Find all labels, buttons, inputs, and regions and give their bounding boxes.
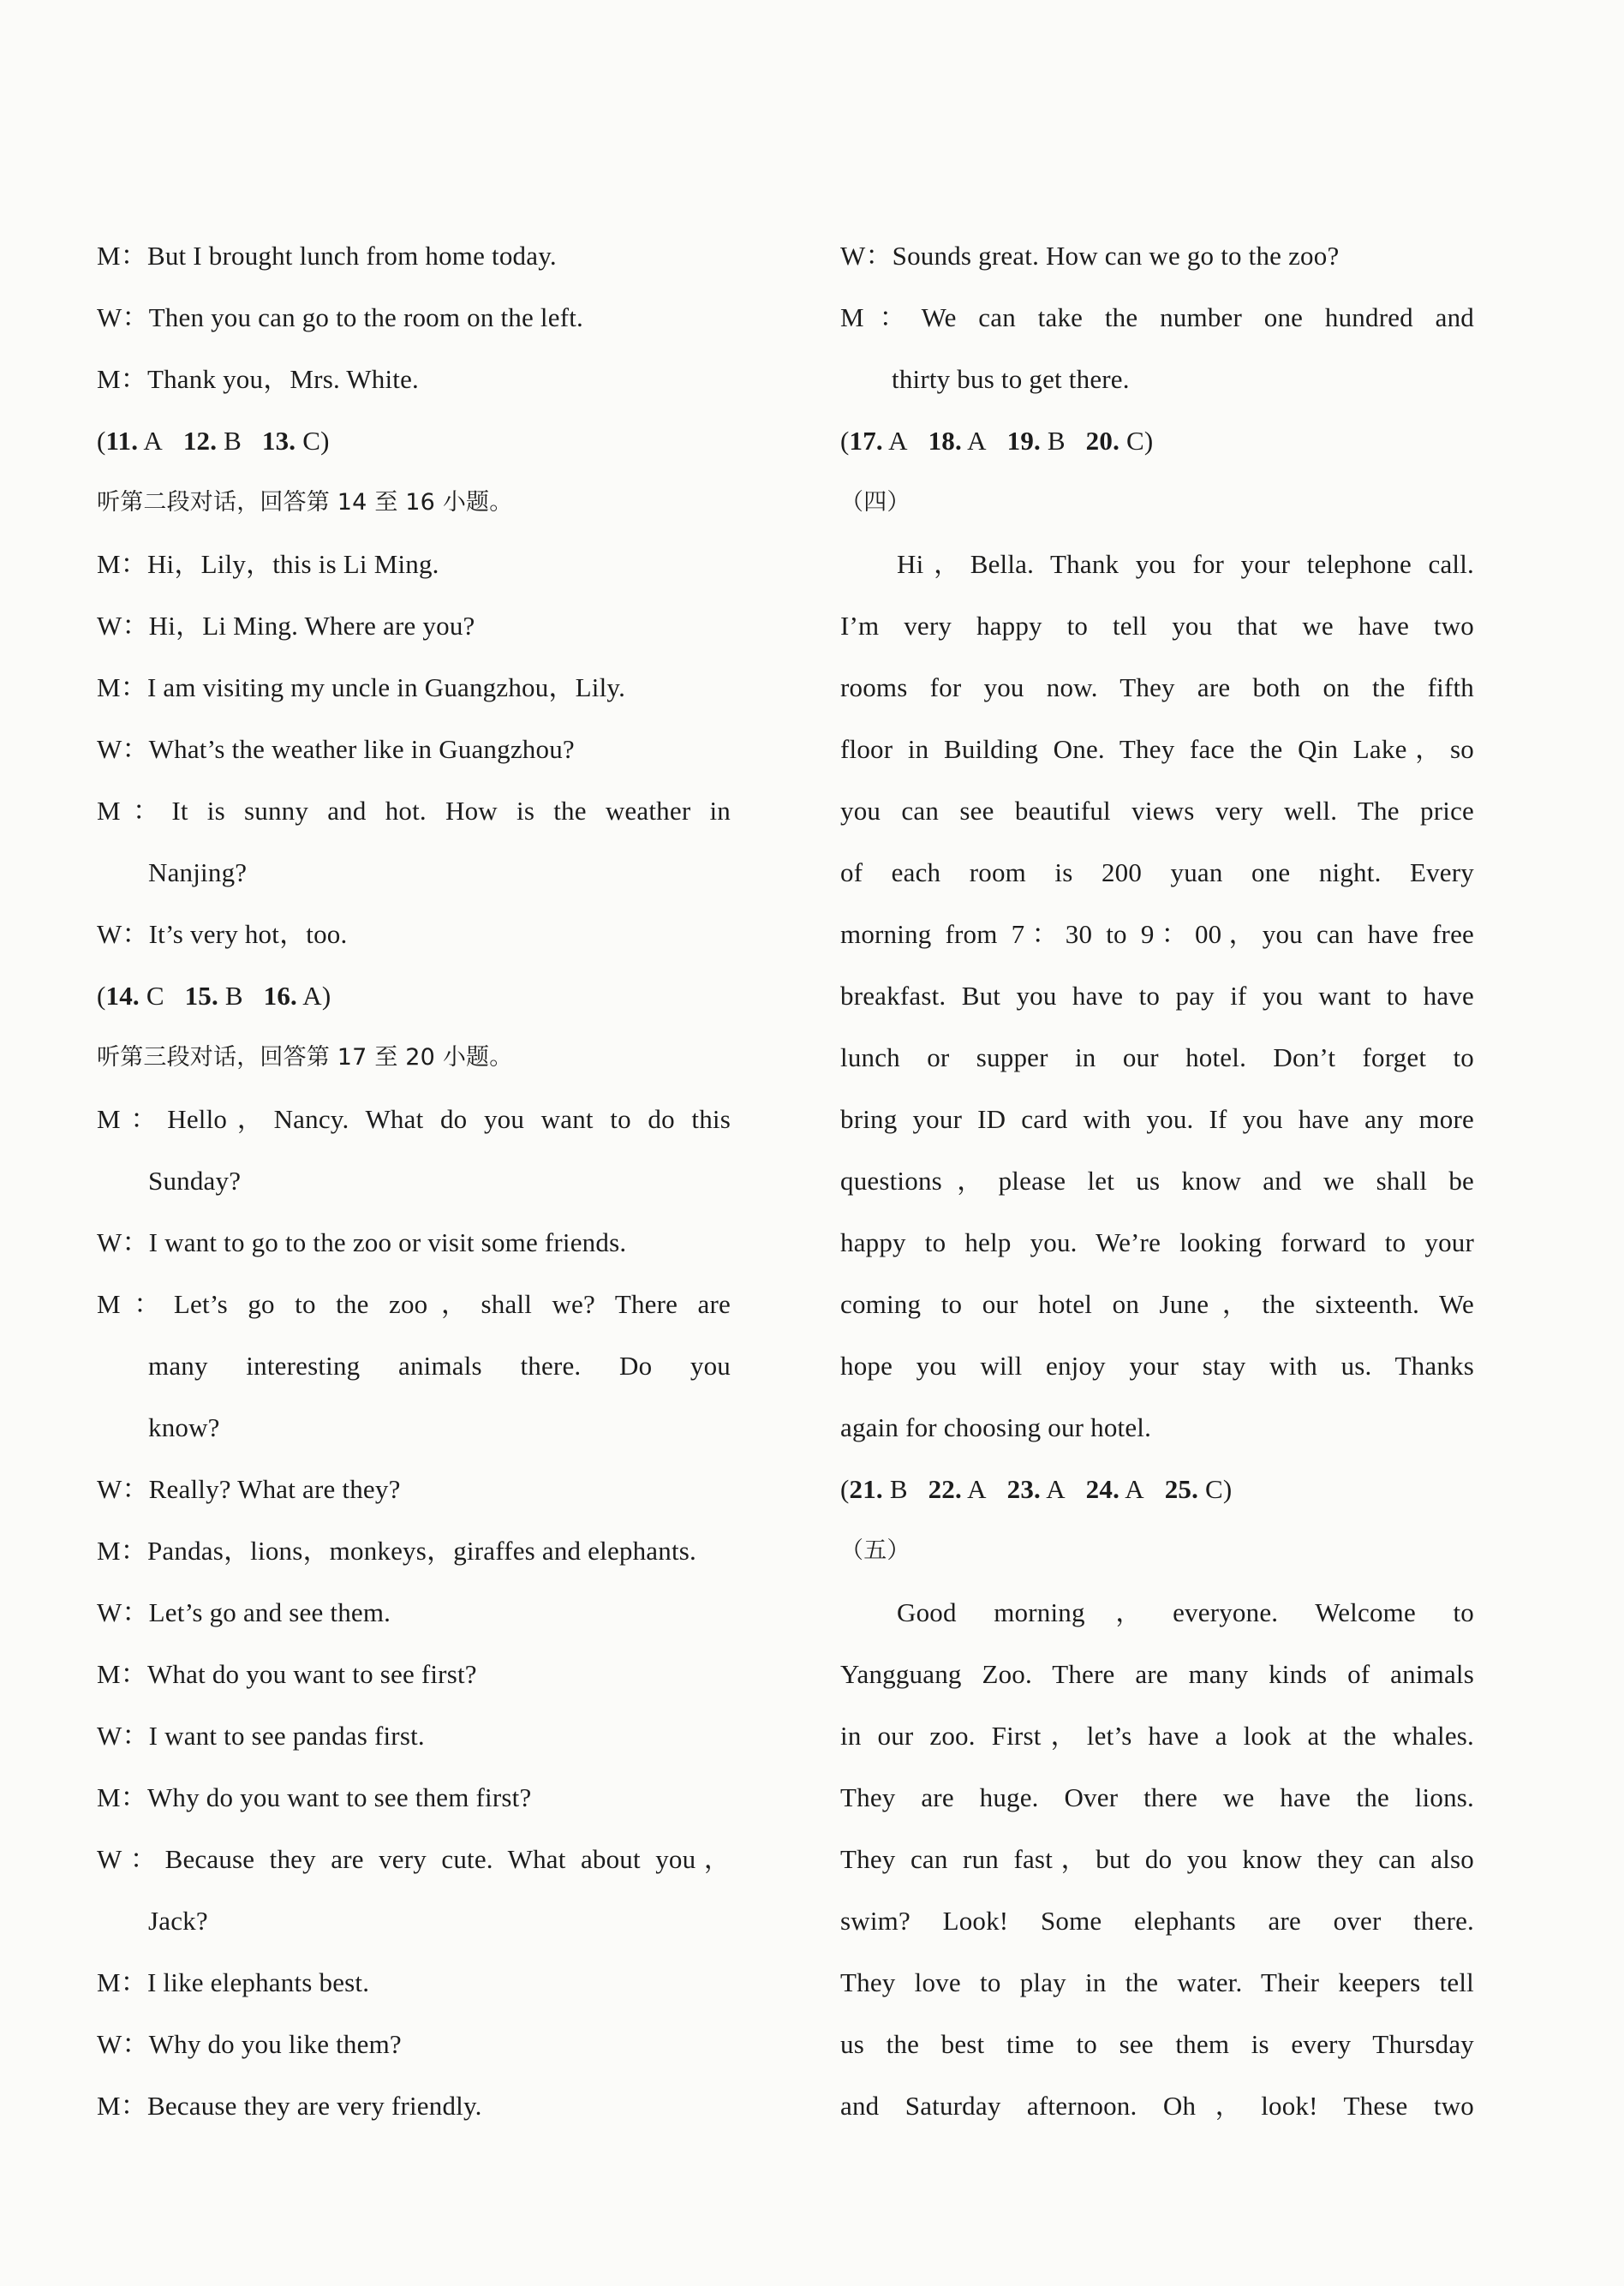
answer-number: 23. bbox=[1006, 1474, 1041, 1504]
text-line: Good morning，everyone. Welcome to bbox=[897, 1597, 1474, 1627]
answer-key-line: (21. B 22. A 23. A 24. A 25. C) bbox=[840, 1474, 1233, 1504]
text-line: morning from 7：30 to 9：00，you can have free bbox=[840, 919, 1474, 949]
answer-key-line: (11. A 12. B 13. C) bbox=[97, 426, 330, 456]
answer-number: 11. bbox=[105, 426, 139, 456]
text-line: M：It is sunny and hot. How is the weather in bbox=[97, 796, 731, 826]
text-line: us the best time to see them is every Thursday bbox=[840, 2029, 1474, 2059]
text-line: many interesting animals there. Do you bbox=[148, 1351, 731, 1381]
answer-number: 20. bbox=[1085, 426, 1120, 456]
section-heading: （五） bbox=[840, 1537, 911, 1564]
text-line: know? bbox=[148, 1412, 220, 1442]
text-line: coming to our hotel on June，the sixteenth. We bbox=[840, 1289, 1474, 1319]
text-line: W：Then you can go to the room on the left. bbox=[97, 302, 583, 332]
text-line: hope you will enjoy your stay with us. Thanks bbox=[840, 1351, 1474, 1381]
answer-number: 25. bbox=[1164, 1474, 1199, 1504]
answer-number: 22. bbox=[928, 1474, 962, 1504]
text-line: M：Thank you，Mrs. White. bbox=[97, 364, 419, 394]
answer-option: B bbox=[218, 981, 243, 1011]
text-line: in our zoo. First，let’s have a look at the whales. bbox=[840, 1721, 1474, 1751]
answer-option: A bbox=[961, 1474, 987, 1504]
text-line: M：But I brought lunch from home today. bbox=[97, 241, 557, 271]
text-line: M：Let’s go to the zoo，shall we? There are bbox=[97, 1289, 731, 1319]
text-line: W：Because they are very cute. What about you， bbox=[97, 1844, 731, 1874]
text-line: happy to help you. We’re looking forward to your bbox=[840, 1227, 1474, 1257]
text-line: Jack? bbox=[148, 1906, 208, 1936]
text-line: lunch or supper in our hotel. Don’t forget to bbox=[840, 1042, 1474, 1072]
right-column bbox=[840, 225, 1474, 2137]
answer-option: A bbox=[882, 426, 908, 456]
answer-option: C bbox=[1119, 426, 1144, 456]
answer-option: C bbox=[296, 426, 321, 456]
text-line: W：Sounds great. How can we go to the zoo? bbox=[840, 241, 1340, 271]
section-heading: （四） bbox=[840, 489, 911, 516]
text-line: questions，please let us know and we shall be bbox=[840, 1166, 1474, 1196]
text-line: I’m very happy to tell you that we have two bbox=[840, 611, 1474, 641]
left-column bbox=[97, 225, 731, 2137]
text-line: W：I want to go to the zoo or visit some friends. bbox=[97, 1227, 627, 1257]
text-line: W：Let’s go and see them. bbox=[97, 1597, 391, 1627]
text-line: of each room is 200 yuan one night. Every bbox=[840, 857, 1474, 887]
answer-option: B bbox=[217, 426, 242, 456]
answer-option: A bbox=[296, 981, 322, 1011]
text-line: M：Why do you want to see them first? bbox=[97, 1782, 532, 1812]
text-line: M：Pandas，lions，monkeys，giraffes and elephants. bbox=[97, 1536, 696, 1566]
text-line: floor in Building One. They face the Qin Lake，so bbox=[840, 734, 1474, 764]
answer-option: A bbox=[1119, 1474, 1144, 1504]
text-line: W：What’s the weather like in Guangzhou? bbox=[97, 734, 575, 764]
text-line: M：Because they are very friendly. bbox=[97, 2091, 482, 2121]
text-line: Nanjing? bbox=[148, 857, 248, 887]
answer-number: 17. bbox=[849, 426, 883, 456]
section-heading: 听第二段对话，回答第 14 至 16 小题。 bbox=[97, 489, 513, 516]
text-line: M：I like elephants best. bbox=[97, 1967, 370, 1997]
text-line: M：Hi，Lily，this is Li Ming. bbox=[97, 549, 439, 579]
answer-number: 14. bbox=[105, 981, 140, 1011]
answer-option: C bbox=[139, 981, 164, 1011]
answer-option: A bbox=[138, 426, 163, 456]
answer-option: B bbox=[1040, 426, 1066, 456]
answer-number: 15. bbox=[184, 981, 218, 1011]
answer-key-line: (17. A 18. A 19. B 20. C) bbox=[840, 426, 1154, 456]
answer-number: 18. bbox=[928, 426, 962, 456]
text-line: They love to play in the water. Their keepers tell bbox=[840, 1967, 1474, 1997]
text-line: Yangguang Zoo. There are many kinds of animals bbox=[840, 1659, 1474, 1689]
text-line: W：It’s very hot，too. bbox=[97, 919, 348, 949]
text-line: W：Really? What are they? bbox=[97, 1474, 401, 1504]
answer-number: 24. bbox=[1085, 1474, 1120, 1504]
text-line: Sunday? bbox=[148, 1166, 242, 1196]
answer-key-line: (14. C 15. B 16. A) bbox=[97, 981, 331, 1011]
answer-number: 12. bbox=[182, 426, 218, 456]
text-line: W：Hi，Li Ming. Where are you? bbox=[97, 611, 475, 641]
text-line: They are huge. Over there we have the lions. bbox=[840, 1782, 1474, 1812]
section-heading: 听第三段对话，回答第 17 至 20 小题。 bbox=[97, 1044, 513, 1071]
text-line: They can run fast，but do you know they can also bbox=[840, 1844, 1474, 1874]
text-line: and Saturday afternoon. Oh，look! These two bbox=[840, 2091, 1474, 2121]
text-line: swim? Look! Some elephants are over there. bbox=[840, 1906, 1474, 1936]
text-line: again for choosing our hotel. bbox=[840, 1412, 1152, 1442]
answer-option: B bbox=[882, 1474, 908, 1504]
text-line: you can see beautiful views very well. The price bbox=[840, 796, 1474, 826]
answer-number: 13. bbox=[261, 426, 296, 456]
text-line: M：Hello，Nancy. What do you want to do this bbox=[97, 1104, 731, 1134]
text-line: bring your ID card with you. If you have any more bbox=[840, 1104, 1474, 1134]
text-line: thirty bus to get there. bbox=[892, 364, 1130, 394]
text-line: M：We can take the number one hundred and bbox=[840, 302, 1474, 332]
text-line: W：I want to see pandas first. bbox=[97, 1721, 425, 1751]
answer-option: C bbox=[1198, 1474, 1223, 1504]
answer-number: 19. bbox=[1006, 426, 1041, 456]
text-line: rooms for you now. They are both on the fifth bbox=[840, 672, 1474, 702]
answer-number: 21. bbox=[849, 1474, 883, 1504]
answer-number: 16. bbox=[263, 981, 297, 1011]
text-line: M：What do you want to see first? bbox=[97, 1659, 477, 1689]
text-line: M：I am visiting my uncle in Guangzhou，Lily. bbox=[97, 672, 626, 702]
text-line: breakfast. But you have to pay if you want to have bbox=[840, 981, 1474, 1011]
answer-option: A bbox=[961, 426, 987, 456]
answer-option: A bbox=[1040, 1474, 1066, 1504]
text-line: W：Why do you like them? bbox=[97, 2029, 402, 2059]
text-line: Hi，Bella. Thank you for your telephone call. bbox=[897, 549, 1474, 579]
